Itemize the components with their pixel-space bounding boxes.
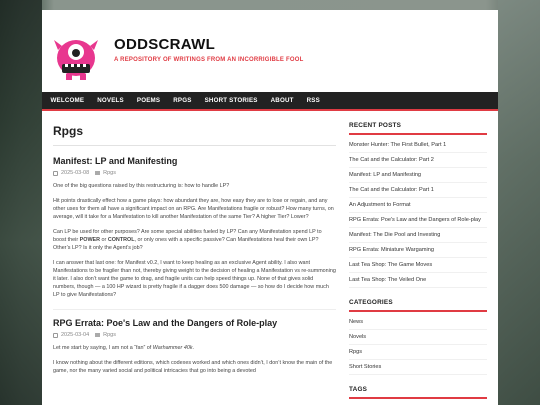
nav-item-novels[interactable]: NOVELS (97, 97, 124, 104)
recent-posts-widget (349, 122, 487, 288)
recent-post-link[interactable]: The Cat and the Calculator: Part 2 (349, 153, 487, 168)
recent-post-link[interactable]: Manifest: The Die Pool and Investing (349, 228, 487, 243)
paragraph: I know nothing about the different editions, which codexes worked and which ones didn’t, I don’t know the main of the game, nor the many varied social and political intricacies that go into being a devoted (53, 360, 333, 374)
post-entry (53, 309, 336, 375)
page-title: Rpgs (53, 124, 83, 138)
bold-term-power: POWER (79, 237, 101, 243)
recent-post-link[interactable]: Manifest: LP and Manifesting (349, 168, 487, 183)
nav-item-rpgs[interactable]: RPGS (173, 97, 192, 104)
post-meta (53, 332, 336, 338)
text-span: , or only ones with a specific passive? Can Manifestations heal their own LP? Other’s LP? Is it only the Agent’s job? (53, 237, 319, 251)
folder-icon (95, 171, 100, 175)
recent-post-link[interactable]: An Adjustment to Format (349, 198, 487, 213)
tags-widget (349, 386, 487, 399)
nav-item-poems[interactable]: POEMS (136, 97, 161, 104)
background-forest-right (498, 0, 540, 405)
post-excerpt (53, 344, 336, 375)
recent-posts-list (349, 138, 487, 288)
recent-post-link[interactable]: RPG Errata: Poe's Law and the Dangers of Role-play (349, 213, 487, 228)
folder-icon (95, 333, 100, 337)
recent-post-link[interactable]: RPG Errata: Miniature Wargaming (349, 243, 487, 258)
paragraph (53, 228, 336, 252)
calendar-icon (53, 171, 58, 176)
nav-item-short-stories[interactable]: SHORT STORIES (204, 97, 258, 104)
background-forest-left (0, 0, 42, 405)
paragraph: Hit points drastically effect how a game plays: how abundant they are, how easy they are to lose or regain, and any other uses for them all have a significant impact on an RPG. Are Manifestations fragile or robust? How many turns, on average, will it take for a Manifestation to kill another Manifestation of the same Tier? A higher Tier? Lower? (53, 198, 334, 220)
widget-title: RECENT POSTS (349, 122, 487, 135)
post-date[interactable]: 2025-03-08 (61, 170, 90, 176)
site-description: A REPOSITORY OF WRITINGS FROM AN INCORRIGIBLE FOOL (114, 57, 304, 63)
main-content (53, 124, 336, 382)
recent-post-link[interactable]: Last Tea Shop: The Game Moves (349, 258, 487, 273)
text-span: Let me start by saying, I am not a “fan” of (53, 345, 153, 351)
site-header (42, 10, 498, 92)
italic-title: Warhammer 40k (152, 345, 193, 351)
main-navigation (42, 92, 498, 111)
text-span: Can LP be used for other purposes? Are some special abilities fueled by LP? Can any Manifestation spend LP to boost their (53, 229, 322, 243)
title-divider (53, 145, 336, 146)
paragraph: I can answer that last one: for Manifest v0.2, I want to keep healing as an exclusive Agent ability. I also want Manifestations to be fragiler than not, thereby giving weight to the decision of healing a Manifestation vs re-summoning it later. I also don’t want the game to drag, and fragile units can help speed things up. None of that gives solid numbers, though — a 100 HP wizard is pretty fragile if a dagger does 500 damage — so how do I decide how much LP to give Manifestations? (53, 260, 336, 298)
category-link[interactable]: Short Stories (349, 360, 487, 375)
paragraph: One of the big questions raised by this restructuring is: how to handle LP? (53, 183, 230, 189)
post-title-link[interactable]: RPG Errata: Poe's Law and the Dangers of Role-play (53, 318, 278, 328)
widget-title: TAGS (349, 386, 487, 399)
post-category-link[interactable]: Rpgs (103, 332, 116, 338)
post-category-link[interactable]: Rpgs (103, 170, 116, 176)
post-date[interactable]: 2025-03-04 (61, 332, 90, 338)
text-span: . (192, 345, 195, 351)
post-excerpt (53, 182, 336, 299)
nav-item-rss[interactable]: RSS (306, 97, 320, 104)
post-title-link[interactable]: Manifest: LP and Manifesting (53, 156, 178, 166)
post-meta (53, 170, 336, 176)
nav-item-welcome[interactable]: WELCOME (50, 97, 85, 104)
categories-widget (349, 299, 487, 375)
paragraph (53, 344, 336, 352)
category-link[interactable]: News (349, 315, 487, 330)
text-span: or (100, 237, 108, 243)
site-title[interactable]: ODDSCRAWL (114, 36, 216, 53)
sidebar (349, 122, 487, 405)
bold-term-control: CONTROL (107, 237, 135, 243)
category-link[interactable]: Rpgs (349, 345, 487, 360)
monster-logo-icon[interactable] (52, 30, 100, 82)
categories-list (349, 315, 487, 375)
recent-post-link[interactable]: Last Tea Shop: The Veiled One (349, 273, 487, 288)
post-entry (53, 156, 336, 299)
recent-post-link[interactable]: Monster Hunter: The First Bullet, Part 1 (349, 138, 487, 153)
recent-post-link[interactable]: The Cat and the Calculator: Part 1 (349, 183, 487, 198)
calendar-icon (53, 333, 58, 338)
nav-item-about[interactable]: ABOUT (270, 97, 294, 104)
category-link[interactable]: Novels (349, 330, 487, 345)
widget-title: CATEGORIES (349, 299, 487, 312)
